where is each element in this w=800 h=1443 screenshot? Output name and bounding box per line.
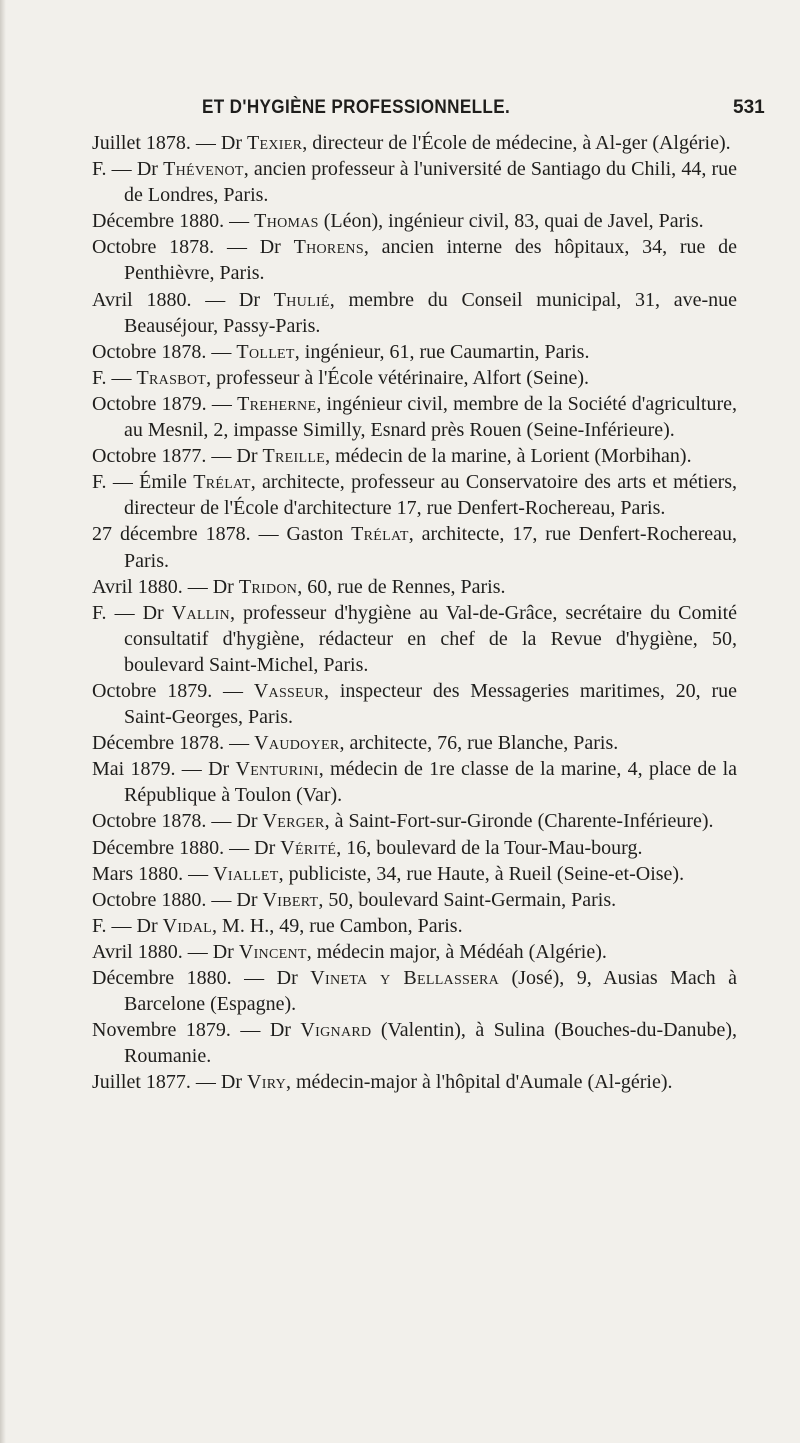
entry-dash: — xyxy=(106,471,140,494)
entry-name: Tollet xyxy=(236,340,295,363)
entry-title: Dr xyxy=(236,810,263,833)
entry-date: Octobre 1878. xyxy=(92,340,207,363)
entry-details: , à Saint-Fort-sur-Gironde (Charente-Inférieure). xyxy=(324,810,714,833)
entry-details: , membre du Conseil municipal, 31, ave-nue Beauséjour, Passy-Paris. xyxy=(124,288,738,337)
entry-name: Venturini xyxy=(235,758,319,781)
list-item xyxy=(92,469,737,521)
entry-title: Dr xyxy=(259,236,294,259)
entry-name: Thomas xyxy=(254,210,319,233)
entry-details: , médecin major, à Médéah (Algérie). xyxy=(306,940,607,963)
entry-title: Dr xyxy=(142,601,172,624)
entry-title: Dr xyxy=(238,288,274,311)
member-list xyxy=(92,130,737,1095)
entry-dash: — xyxy=(183,862,214,885)
entry-date: Octobre 1877. xyxy=(92,445,207,468)
entry-date: Octobre 1878. xyxy=(92,236,215,259)
entry-title: Dr xyxy=(212,575,239,598)
entry-title: Dr xyxy=(276,967,311,989)
list-item xyxy=(92,887,737,913)
entry-date: F. xyxy=(92,158,107,181)
entry-name: Vineta y Bellassera xyxy=(310,967,500,989)
entry-dash: — xyxy=(250,523,287,546)
entry-name: Vincent xyxy=(238,940,307,963)
list-item xyxy=(92,391,737,443)
entry-title: Dr xyxy=(254,836,281,859)
entry-title: Dr xyxy=(220,1071,247,1094)
entry-dash: — xyxy=(206,445,237,468)
entry-dash: — xyxy=(106,158,137,181)
entry-details: , professeur à l'École vétérinaire, Alfort (Seine). xyxy=(206,366,589,389)
entry-title: Dr xyxy=(236,445,263,468)
entry-dash: — xyxy=(106,366,137,389)
list-item xyxy=(92,443,737,469)
entry-dash: — xyxy=(224,732,255,755)
entry-date: Avril 1880. xyxy=(92,288,192,311)
entry-dash: — xyxy=(231,967,277,989)
entry-date: Octobre 1879. xyxy=(92,679,213,702)
entry-date: Octobre 1878. xyxy=(92,810,207,833)
entry-date: Décembre 1878. xyxy=(92,732,225,755)
entry-name: Vasseur xyxy=(253,679,325,702)
entry-details: , professeur d'hygiène au Val-de-Grâce, secrétaire du Comité consultatif d'hygiène, rédacteur en chef de la Revue d'hygiène, 50, boulevard Saint-Michel, Paris. xyxy=(124,601,737,676)
entry-dash: — xyxy=(206,392,238,415)
entry-dash: — xyxy=(106,914,137,937)
entry-details: (José), 9, Ausias Mach à Barcelone (Espagne). xyxy=(124,967,737,1016)
entry-date: Octobre 1879. xyxy=(92,392,207,415)
entry-dash: — xyxy=(224,210,255,233)
entry-name: Thulié xyxy=(273,288,330,311)
entry-name: Vérité xyxy=(280,836,337,859)
entry-dash: — xyxy=(206,810,237,833)
entry-title: Dr xyxy=(269,1019,301,1042)
list-item xyxy=(92,287,737,339)
page-binding-edge xyxy=(0,0,6,1443)
entry-details: , médecin-major à l'hôpital d'Aumale (Al-gérie). xyxy=(285,1071,673,1094)
entry-date: Octobre 1880. xyxy=(92,888,207,911)
entry-date: Juillet 1878. xyxy=(92,132,191,154)
entry-date: Novembre 1879. xyxy=(92,1019,231,1042)
entry-dash: — xyxy=(190,132,221,154)
entry-title: Dr xyxy=(212,940,239,963)
entry-dash: — xyxy=(191,288,239,311)
entry-dash: — xyxy=(212,679,254,702)
entry-date: Mars 1880. xyxy=(92,862,184,885)
list-item xyxy=(92,861,737,887)
entry-dash: — xyxy=(106,601,143,624)
entry-name: Treille xyxy=(262,445,326,468)
entry-details: , 16, boulevard de la Tour-Mau-bourg. xyxy=(336,836,643,859)
list-item xyxy=(92,521,737,573)
entry-name: Trélat xyxy=(351,523,409,546)
list-item xyxy=(92,835,737,861)
entry-name: Thévenot xyxy=(163,158,244,181)
entry-title: Gaston xyxy=(286,523,352,546)
entry-name: Treherne xyxy=(237,392,317,415)
entry-name: Vignard xyxy=(300,1019,372,1042)
entry-dash: — xyxy=(224,836,255,859)
entry-name: Tridon xyxy=(238,575,298,598)
list-item xyxy=(92,756,737,808)
entry-details: , 50, boulevard Saint-Germain, Paris. xyxy=(318,888,617,911)
running-header-title: ET D'HYGIÈNE PROFESSIONNELLE. xyxy=(202,97,511,118)
entry-name: Viallet xyxy=(213,862,279,885)
list-item xyxy=(92,339,737,365)
entry-date: Décembre 1880. xyxy=(92,210,225,233)
entry-dash: — xyxy=(182,940,213,963)
entry-title: Dr xyxy=(208,758,236,781)
list-item xyxy=(92,156,737,208)
entry-date: F. xyxy=(92,914,107,937)
entry-date: Décembre 1880. xyxy=(92,836,225,859)
list-item xyxy=(92,808,737,834)
entry-details: , médecin de la marine, à Lorient (Morbihan). xyxy=(325,445,692,468)
list-item xyxy=(92,365,737,391)
entry-dash: — xyxy=(190,1071,221,1094)
entry-title: Dr xyxy=(236,888,263,911)
entry-details: , architecte, 17, rue Denfert-Rochereau, Paris. xyxy=(124,523,737,572)
entry-dash: — xyxy=(214,236,260,259)
list-item xyxy=(92,1017,737,1069)
entry-details: , architecte, professeur au Conservatoire des arts et métiers, directeur de l'École d'architecture 17, rue Denfert-Rochereau, Paris. xyxy=(124,471,738,520)
entry-dash: — xyxy=(206,888,237,911)
entry-details: , médecin de 1re classe de la marine, 4, place de la République à Toulon (Var). xyxy=(124,758,738,807)
entry-details: , publiciste, 34, rue Haute, à Rueil (Seine-et-Oise). xyxy=(278,862,685,885)
entry-date: Avril 1880. xyxy=(92,940,183,963)
entry-name: Trasbot xyxy=(136,366,207,389)
entry-date: F. xyxy=(92,366,107,389)
entry-name: Thorens xyxy=(293,236,364,259)
entry-date: Avril 1880. xyxy=(92,575,183,598)
page-number: 531 xyxy=(733,97,765,118)
entry-name: Viry xyxy=(247,1071,286,1094)
entry-details: , ancien interne des hôpitaux, 34, rue de Penthièvre, Paris. xyxy=(124,236,738,285)
entry-details: , ingénieur, 61, rue Caumartin, Paris. xyxy=(294,340,590,363)
entry-dash: — xyxy=(206,340,237,363)
list-item xyxy=(92,939,737,965)
list-item xyxy=(92,913,737,939)
list-item xyxy=(92,600,737,678)
entry-dash: — xyxy=(230,1019,270,1042)
entry-dash: — xyxy=(175,758,209,781)
entry-details: , 60, rue de Rennes, Paris. xyxy=(297,575,506,598)
list-item xyxy=(92,678,737,730)
entry-details: , architecte, 76, rue Blanche, Paris. xyxy=(339,732,619,755)
entry-details: , ancien professeur à l'université de Santiago du Chili, 44, rue de Londres, Paris. xyxy=(124,158,737,207)
entry-details: (Valentin), à Sulina (Bouches-du-Danube), Roumanie. xyxy=(124,1019,737,1068)
entry-date: 27 décembre 1878. xyxy=(92,523,251,546)
list-item xyxy=(92,234,737,286)
list-item xyxy=(92,130,737,156)
entry-title: Dr xyxy=(136,158,164,181)
entry-date: F. xyxy=(92,601,107,624)
list-item xyxy=(92,208,737,234)
list-item xyxy=(92,574,737,600)
entry-name: Vidal xyxy=(162,914,213,937)
entry-date: Juillet 1877. xyxy=(92,1071,191,1094)
list-item xyxy=(92,730,737,756)
entry-title: Émile xyxy=(139,471,194,494)
entry-name: Vibert xyxy=(262,888,319,911)
entry-date: Mai 1879. xyxy=(92,758,176,781)
running-header xyxy=(0,97,800,127)
entry-details: , inspecteur des Messageries maritimes, 20, rue Saint-Georges, Paris. xyxy=(124,679,738,729)
entry-details: , ingénieur civil, membre de la Société d'agriculture, au Mesnil, 2, impasse Similly, Esnard près Rouen (Seine-Inférieure). xyxy=(124,392,737,442)
entry-dash: — xyxy=(182,575,213,598)
entry-date: F. xyxy=(92,471,107,494)
entry-details: , M. H., 49, rue Cambon, Paris. xyxy=(212,914,463,937)
entry-title: Dr xyxy=(136,914,163,937)
entry-name: Trélat xyxy=(193,471,251,494)
entry-name: Vaudoyer xyxy=(254,732,340,755)
entry-details: , directeur de l'École de médecine, à Al-ger (Algérie). xyxy=(302,132,731,154)
entry-date: Décembre 1880. xyxy=(92,967,232,989)
list-item xyxy=(92,965,737,1017)
entry-name: Vallin xyxy=(171,601,230,624)
list-item xyxy=(92,1069,737,1095)
entry-title: Dr xyxy=(220,132,247,154)
entry-name: Texier xyxy=(247,132,303,154)
entry-details: (Léon), ingénieur civil, 83, quai de Javel, Paris. xyxy=(318,210,704,233)
entry-name: Verger xyxy=(262,810,325,833)
